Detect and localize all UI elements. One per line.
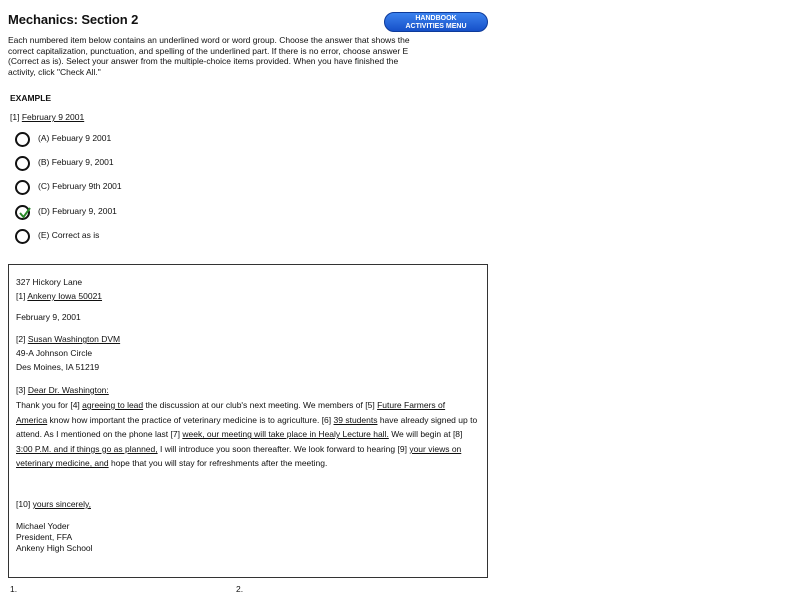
letter-item-2: [16, 334, 120, 344]
underlined-item-6: 39 students: [333, 414, 378, 425]
page-title: Mechanics: Section 2: [8, 12, 139, 27]
item-number: [3]: [16, 385, 26, 395]
body-text: We will begin at: [388, 429, 453, 440]
letter-item-10: [16, 499, 91, 509]
item-number: [6]: [321, 414, 332, 425]
body-text: hope that you will stay for refreshments after the meeting.: [108, 458, 328, 469]
instructions-text: Each numbered item below contains an underlined word or word group. Choose the answer that shows the correct capitalization, punctuation, and spelling of the underlined part. If there is no error, choose answer E (Correct as is). Select your answer from the multiple-choice items provided. When you have finished the activity, click "Check All.": [8, 35, 410, 77]
option-label-d: (D) February 9, 2001: [38, 206, 117, 216]
radio-button-c[interactable]: [15, 180, 30, 195]
question-2-label: 2.: [236, 584, 244, 594]
underlined-item-2: Susan Washington DVM: [27, 334, 121, 344]
recipient-city: Des Moines, IA 51219: [16, 362, 100, 372]
signature-school: Ankeny High School: [16, 543, 93, 553]
item-number: [5]: [365, 400, 375, 410]
letter-body-paragraph: [16, 398, 478, 471]
button-line-1: HANDBOOK: [415, 15, 457, 22]
checkmark-icon: [18, 207, 32, 219]
item-number: [9]: [397, 443, 407, 454]
recipient-street: 49-A Johnson Circle: [16, 348, 93, 358]
item-number: [10]: [16, 499, 31, 509]
underlined-item-4: agreeing to lead: [82, 400, 144, 410]
letter-item-1: [16, 291, 102, 301]
example-underlined-text: February 9 2001: [21, 112, 85, 122]
underlined-item-1: Ankeny Iowa 50021: [27, 291, 103, 301]
button-line-2: ACTIVITIES MENU: [405, 23, 467, 30]
radio-button-b[interactable]: [15, 156, 30, 171]
example-heading: EXAMPLE: [10, 93, 52, 103]
signature-title: President, FFA: [16, 532, 73, 542]
radio-button-a[interactable]: [15, 132, 30, 147]
underlined-item-5: Future Farmers of America: [16, 400, 446, 425]
letter-date: February 9, 2001: [16, 312, 81, 322]
item-number: [1]: [16, 291, 26, 301]
body-text: the discussion at our club's next meeting. We members of: [143, 400, 366, 410]
underlined-item-3: Dear Dr. Washington:: [27, 385, 109, 395]
option-label-b: (B) Febuary 9, 2001: [38, 157, 114, 167]
item-number: [4]: [70, 400, 80, 410]
body-text: know how important the practice of veterinary medicine is to agriculture.: [47, 414, 322, 425]
body-text: have already signed up to attend. As I mentioned on the phone last: [16, 414, 478, 440]
question-1-label: 1.: [10, 584, 18, 594]
item-number: [8]: [452, 429, 463, 440]
body-text: I will introduce you soon thereafter. We look forward to hearing: [157, 443, 398, 454]
example-item-number: [1]: [10, 112, 20, 122]
sender-street: 327 Hickory Lane: [16, 277, 83, 287]
signature-name: Michael Yoder: [16, 521, 70, 531]
underlined-item-10: yours sincerely,: [32, 499, 91, 509]
letter-item-3: [16, 385, 109, 395]
option-label-c: (C) February 9th 2001: [38, 181, 122, 191]
option-label-e: (E) Correct as is: [38, 230, 100, 240]
underlined-item-9: your views on veterinary medicine, and: [16, 443, 462, 469]
radio-button-e[interactable]: [15, 229, 30, 244]
example-item: [10, 112, 84, 122]
letter-passage-box: [8, 264, 488, 578]
item-number: [2]: [16, 334, 26, 344]
underlined-item-8: 3:00 P.M. and if things go as planned,: [16, 443, 158, 454]
body-text: Thank you for: [16, 400, 71, 410]
radio-button-d[interactable]: [15, 205, 30, 220]
underlined-item-7: week, our meeting will take place in Healy Lecture hall.: [182, 429, 389, 440]
option-label-a: (A) Febuary 9 2001: [38, 133, 112, 143]
item-number: [7]: [170, 429, 180, 440]
handbook-activities-menu-button[interactable]: [384, 12, 488, 32]
